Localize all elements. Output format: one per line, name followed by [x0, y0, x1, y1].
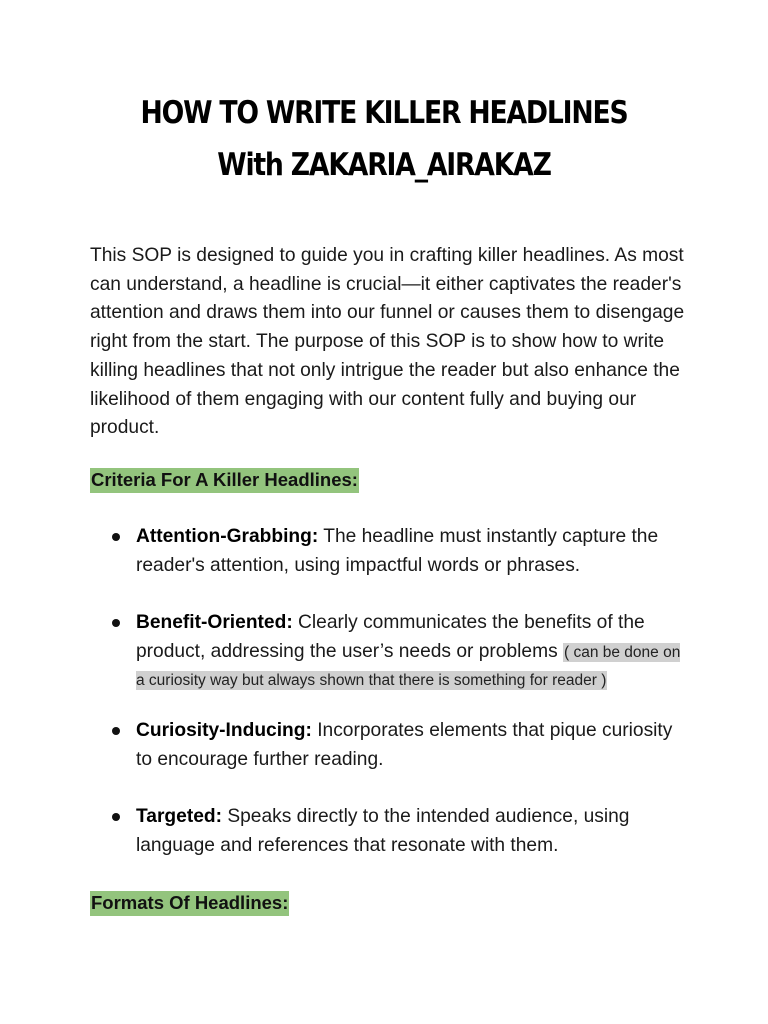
criteria-description: Incorporates elements that pique curiosity to encourage further reading.	[136, 720, 673, 770]
bullet-dot-icon	[112, 619, 120, 627]
criteria-term: Curiosity-Inducing:	[136, 720, 312, 741]
criteria-note: ( can be done on a curiosity way but always shown that there is something for reader )	[136, 643, 681, 689]
bullet-dot-icon	[112, 813, 120, 821]
intro-paragraph: This SOP is designed to guide you in crafting killer headlines. As most can understand, a headline is crucial—it either captivates the reader's attention and draws them into our funnel or causes them to disengage right from the start. The purpose of this SOP is to show how to write killing headlines that not only intrigue the reader but also enhance the likelihood of them engaging with our content fully and buying our product.	[90, 245, 685, 439]
criteria-description: Clearly communicates the benefits of the product, addressing the user’s needs or problems	[136, 612, 645, 662]
criteria-description: The headline must instantly capture the reader's attention, using impactful words or phrases.	[136, 526, 659, 576]
bullet-dot-icon	[112, 727, 120, 735]
criteria-item-text	[136, 803, 692, 860]
criteria-item-text	[136, 609, 692, 695]
document-title-line-1: HOW TO WRITE KILLER HEADLINES	[140, 95, 628, 131]
criteria-item-text	[136, 523, 692, 580]
criteria-term: Benefit-Oriented:	[136, 612, 293, 633]
criteria-item-text	[136, 717, 692, 774]
criteria-term: Attention-Grabbing:	[136, 526, 319, 547]
section-heading-formats: Formats Of Headlines:	[90, 891, 289, 916]
bullet-dot-icon	[112, 533, 120, 541]
document-title-line-2: With ZAKARIA_AIRAKAZ	[217, 147, 551, 183]
criteria-term: Targeted:	[136, 806, 222, 827]
section-heading-criteria: Criteria For A Killer Headlines:	[90, 468, 359, 493]
criteria-description: Speaks directly to the intended audience, using language and references that resonate with them.	[136, 806, 630, 856]
